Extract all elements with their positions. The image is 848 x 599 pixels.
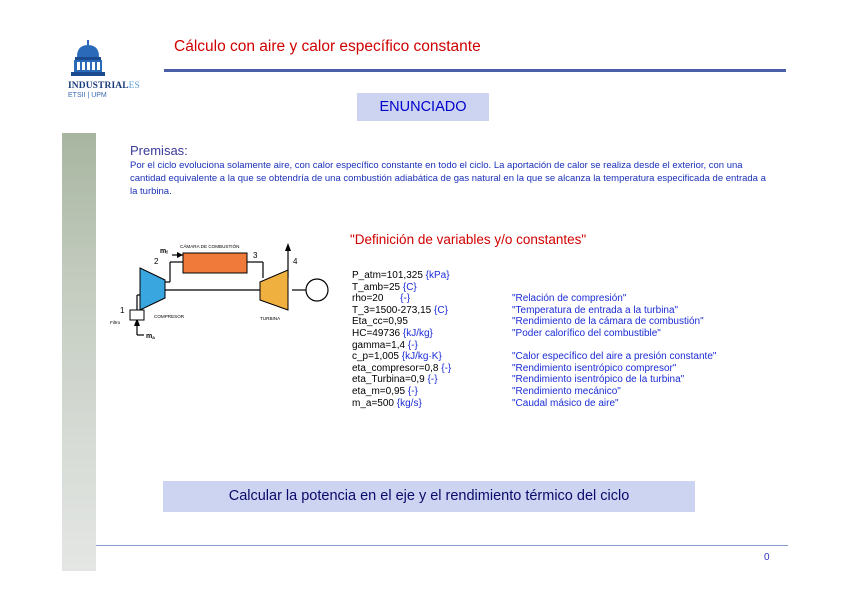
chamber-label: CÁMARA DE COMBUSTIÓN: [180, 244, 240, 249]
variable-row: eta_Turbina=0,9 {-} "Rendimiento isentrópico de la turbina": [352, 374, 685, 386]
fuel-flow-label: mf: [160, 248, 168, 255]
point-4-label: 4: [293, 257, 298, 266]
premisas-heading: Premisas:: [130, 143, 188, 158]
turbine-label: TURBINA: [260, 316, 281, 321]
variable-row: P_atm=101,325 {kPa}: [352, 270, 450, 281]
variable-row: T_amb=25 {C}: [352, 281, 417, 293]
gas-turbine-diagram: [110, 240, 335, 355]
definitions-title: "Definición de variables y/o constantes": [350, 232, 587, 247]
variable-row: HC=49736 {kJ/kg} "Poder calorífico del combustible": [352, 327, 661, 339]
slide-title: Cálculo con aire y calor específico constante: [174, 38, 481, 55]
combustion-chamber-shape: [183, 253, 247, 273]
left-decorative-bar: [62, 133, 96, 571]
point-2-label: 2: [154, 257, 159, 266]
logo: [68, 40, 152, 106]
building-dome-icon: [68, 40, 152, 82]
point-3-label: 3: [253, 251, 258, 260]
point-1-label: 1: [120, 306, 125, 315]
variable-row: eta_m=0,95 {-} "Rendimiento mecánico": [352, 385, 621, 397]
variable-row: rho=20 {-} "Relación de compresión": [352, 293, 627, 305]
variable-row: eta_compresor=0,8 {-} "Rendimiento isentrópico compresor": [352, 362, 677, 374]
variable-row: gamma=1,4 {-}: [352, 339, 418, 351]
variable-row: c_p=1,005 {kJ/kg·K} "Calor específico del aire a presión constante": [352, 351, 717, 363]
variable-row: m_a=500 {kg/s} "Caudal másico de aire": [352, 397, 619, 409]
variable-row: T_3=1500-273,15 {C} "Temperatura de entrada a la turbina": [352, 304, 679, 316]
task-statement: Calcular la potencia en el eje y el rendimiento térmico del ciclo: [228, 488, 630, 504]
compressor-label: COMPRESOR: [154, 314, 185, 319]
premisas-text: Por el ciclo evoluciona solamente aire, con calor específico constante en todo el ciclo. La aportación de calor se realiza desde el exterior, con una cantidad equivalente a la que se obtendría de una combustión adiabática de gas natural en la que se alcanza la temperatura especificada de entrada a la turbina.: [130, 160, 766, 197]
filter-shape: [130, 310, 144, 320]
compressor-shape: [140, 268, 165, 310]
air-flow-label: ma: [146, 333, 155, 340]
footer-rule: [96, 545, 788, 546]
variable-row: Eta_cc=0,95 "Rendimiento de la cámara de combustión": [352, 316, 704, 328]
variables-list: [352, 270, 802, 409]
turbine-shape: [260, 270, 288, 310]
filter-label: Filtro: [110, 320, 121, 325]
title-rule: [164, 69, 786, 72]
page-number: 0: [764, 552, 770, 563]
logo-subtitle: ETSII | UPM: [68, 92, 107, 99]
section-label: ENUNCIADO: [379, 99, 467, 115]
logo-name: INDUSTRIALES: [68, 81, 140, 91]
generator-shape: [306, 279, 328, 301]
